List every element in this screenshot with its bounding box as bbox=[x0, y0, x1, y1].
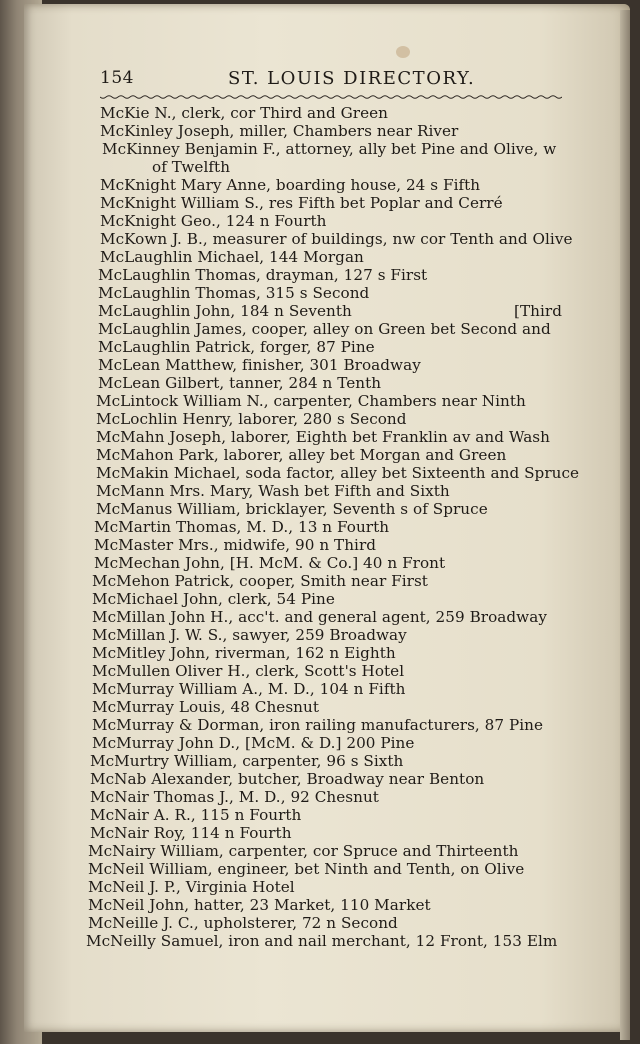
directory-entry bbox=[86, 716, 564, 734]
directory-entry bbox=[86, 914, 564, 932]
directory-entry bbox=[86, 464, 580, 482]
directory-entry bbox=[86, 500, 564, 518]
entry-text: McMahn Joseph, laborer, Eighth bet Franklin av and Wash bbox=[96, 428, 550, 446]
entry-text: McMann Mrs. Mary, Wash bet Fifth and Sixth bbox=[96, 482, 450, 500]
entry-text: McLaughlin Michael, 144 Morgan bbox=[100, 248, 364, 266]
directory-entry bbox=[86, 158, 564, 176]
entry-text: McMakin Michael, soda factor, alley bet Sixteenth and Spruce bbox=[96, 464, 580, 482]
entry-text: McKinney Benjamin F., attorney, ally bet Pine and Olive, w bbox=[102, 140, 557, 158]
directory-entry bbox=[86, 410, 564, 428]
directory-entry bbox=[86, 194, 564, 212]
directory-entry bbox=[86, 662, 564, 680]
directory-entry bbox=[86, 644, 564, 662]
entry-text: McMartin Thomas, M. D., 13 n Fourth bbox=[94, 518, 390, 536]
entry-text: McMurray William A., M. D., 104 n Fifth bbox=[92, 680, 406, 698]
directory-entry bbox=[86, 428, 564, 446]
entry-text: McNairy William, carpenter, cor Spruce and Thirteenth bbox=[88, 842, 519, 860]
entry-text: McKnight Mary Anne, boarding house, 24 s Fifth bbox=[100, 176, 481, 194]
page-edge bbox=[620, 10, 630, 1040]
directory-entry bbox=[86, 374, 564, 392]
entry-text: McMillan John H., acc't. and general agent, 259 Broadway bbox=[92, 608, 547, 626]
directory-entry bbox=[86, 734, 564, 752]
directory-entry bbox=[86, 554, 564, 572]
directory-entry bbox=[86, 212, 564, 230]
directory-entry bbox=[86, 446, 564, 464]
directory-entry bbox=[86, 266, 564, 284]
running-title: ST. LOUIS DIRECTORY. bbox=[228, 68, 476, 89]
entry-text: McNeilly Samuel, iron and nail merchant, 12 Front, 153 Elm bbox=[86, 932, 558, 950]
entry-text: McMurray Louis, 48 Chesnut bbox=[92, 698, 319, 716]
directory-entries bbox=[86, 104, 580, 950]
entry-text: McLaughlin Thomas, drayman, 127 s First bbox=[98, 266, 428, 284]
directory-entry bbox=[86, 320, 564, 338]
entry-text: McMurray & Dorman, iron railing manufacturers, 87 Pine bbox=[92, 716, 544, 734]
directory-entry bbox=[86, 590, 564, 608]
page-header bbox=[100, 66, 560, 96]
entry-text: McLaughlin James, cooper, alley on Green bet Second and bbox=[98, 320, 551, 338]
directory-entry bbox=[86, 284, 564, 302]
paper-stain bbox=[396, 46, 410, 58]
entry-text: McKnight William S., res Fifth bet Poplar and Cerré bbox=[100, 194, 503, 212]
directory-entry bbox=[86, 230, 573, 248]
entry-text: McMehon Patrick, cooper, Smith near First bbox=[92, 572, 428, 590]
entry-text: McKinley Joseph, miller, Chambers near River bbox=[100, 122, 459, 140]
page-number: 154 bbox=[100, 68, 134, 88]
directory-entry bbox=[86, 878, 564, 896]
entry-continuation-flag: [Third bbox=[514, 302, 562, 320]
entry-text: McNeil John, hatter, 23 Market, 110 Market bbox=[88, 896, 431, 914]
entry-text: McLean Gilbert, tanner, 284 n Tenth bbox=[98, 374, 382, 392]
entry-text: McLean Matthew, finisher, 301 Broadway bbox=[98, 356, 421, 374]
entry-text: McNair A. R., 115 n Fourth bbox=[90, 806, 302, 824]
directory-entry bbox=[86, 788, 564, 806]
entry-text: McMaster Mrs., midwife, 90 n Third bbox=[94, 536, 377, 554]
entry-text: McNab Alexander, butcher, Broadway near Benton bbox=[90, 770, 485, 788]
directory-entry bbox=[86, 302, 564, 320]
directory-entry bbox=[86, 842, 564, 860]
entry-text: McMurray John D., [McM. & D.] 200 Pine bbox=[92, 734, 415, 752]
entry-text: McNeil William, engineer, bet Ninth and Tenth, on Olive bbox=[88, 860, 525, 878]
entry-text: McLaughlin Thomas, 315 s Second bbox=[98, 284, 370, 302]
entry-text: McMahon Park, laborer, alley bet Morgan and Green bbox=[96, 446, 507, 464]
entry-text: McKnight Geo., 124 n Fourth bbox=[100, 212, 327, 230]
wavy-rule-divider bbox=[100, 94, 562, 100]
entry-text: McKie N., clerk, cor Third and Green bbox=[100, 104, 388, 122]
directory-entry bbox=[86, 338, 564, 356]
entry-text: McMullen Oliver H., clerk, Scott's Hotel bbox=[92, 662, 405, 680]
directory-entry bbox=[86, 104, 564, 122]
directory-entry bbox=[86, 626, 564, 644]
directory-entry bbox=[86, 176, 564, 194]
directory-entry bbox=[86, 860, 564, 878]
entry-text: McNair Thomas J., M. D., 92 Chesnut bbox=[90, 788, 379, 806]
directory-entry bbox=[86, 482, 564, 500]
directory-entry bbox=[86, 140, 564, 158]
directory-entry bbox=[86, 680, 564, 698]
directory-entry bbox=[86, 932, 564, 950]
entry-text: McMichael John, clerk, 54 Pine bbox=[92, 590, 335, 608]
entry-text: McMurtry William, carpenter, 96 s Sixth bbox=[90, 752, 404, 770]
entry-text: McNeil J. P., Virginia Hotel bbox=[88, 878, 295, 896]
entry-text: McKown J. B., measurer of buildings, nw cor Tenth and Olive bbox=[100, 230, 573, 248]
directory-entry bbox=[86, 770, 564, 788]
entry-text: McLaughlin Patrick, forger, 87 Pine bbox=[98, 338, 375, 356]
entry-text: McLintock William N., carpenter, Chambers near Ninth bbox=[96, 392, 526, 410]
directory-entry bbox=[86, 752, 564, 770]
directory-entry bbox=[86, 572, 564, 590]
directory-entry bbox=[86, 806, 564, 824]
entry-text: McMillan J. W. S., sawyer, 259 Broadway bbox=[92, 626, 407, 644]
entry-text: McManus William, bricklayer, Seventh s of Spruce bbox=[96, 500, 488, 518]
entry-text: McMitley John, riverman, 162 n Eighth bbox=[92, 644, 396, 662]
entry-text: McMechan John, [H. McM. & Co.] 40 n Front bbox=[94, 554, 446, 572]
directory-entry bbox=[86, 248, 564, 266]
directory-entry bbox=[86, 392, 564, 410]
entry-text: McLaughlin John, 184 n Seventh bbox=[98, 302, 352, 320]
directory-entry bbox=[86, 518, 564, 536]
directory-entry bbox=[86, 536, 564, 554]
directory-entry bbox=[86, 122, 564, 140]
directory-entry bbox=[86, 356, 564, 374]
directory-entry bbox=[86, 824, 564, 842]
directory-entry bbox=[86, 608, 564, 626]
entry-text: McNeille J. C., upholsterer, 72 n Second bbox=[88, 914, 398, 932]
directory-entry bbox=[86, 698, 564, 716]
entry-text: of Twelfth bbox=[152, 158, 231, 176]
entry-text: McNair Roy, 114 n Fourth bbox=[90, 824, 292, 842]
directory-entry bbox=[86, 896, 564, 914]
entry-text: McLochlin Henry, laborer, 280 s Second bbox=[96, 410, 407, 428]
